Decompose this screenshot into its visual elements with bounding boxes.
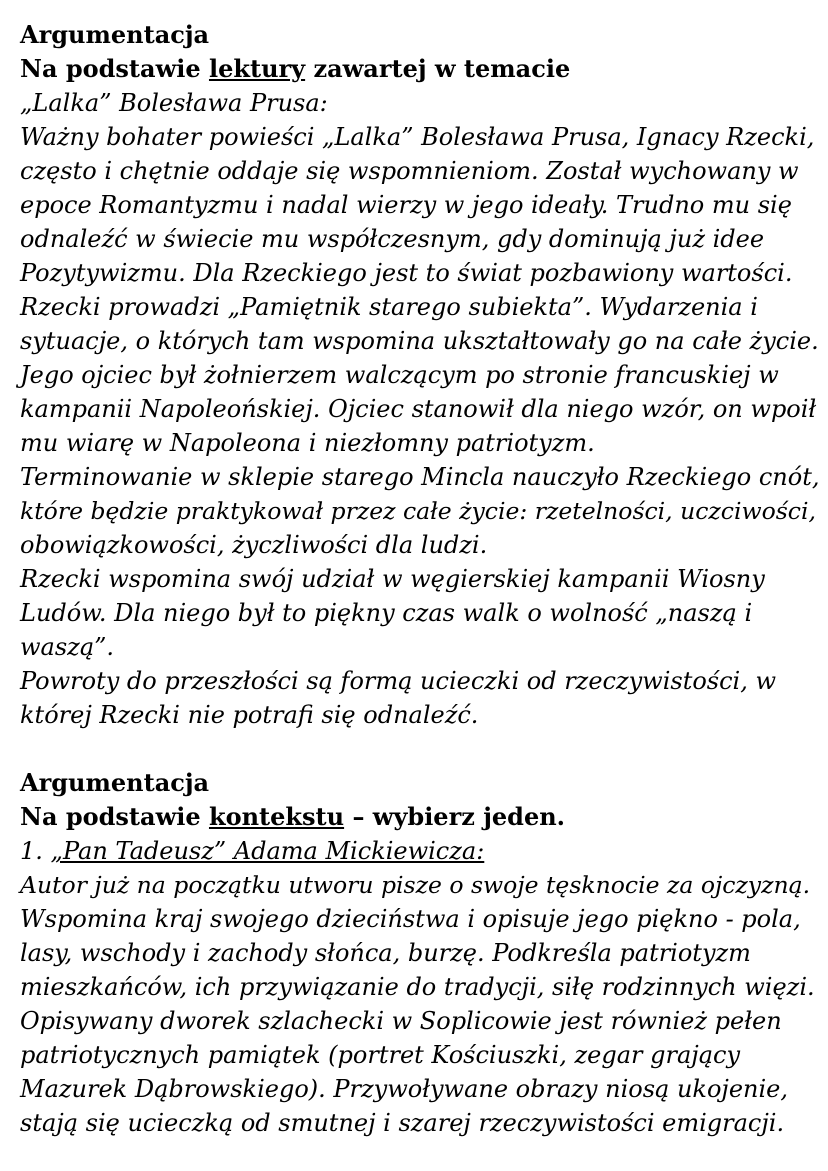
paragraph-line: które będzie praktykował przez całe życie: rzetelności, uczciwości, bbox=[20, 497, 816, 525]
section-heading: Argumentacja bbox=[20, 20, 210, 49]
paragraph-line: stają się ucieczką od smutnej i szarej rzeczywistości emigracji. bbox=[20, 1109, 785, 1137]
paragraph-line: Terminowanie w sklepie starego Mincla nauczyło Rzeckiego cnót, bbox=[20, 463, 820, 491]
subheading-suffix: – wybierz jeden. bbox=[344, 802, 566, 831]
paragraph-line: epoce Romantyzmu i nadal wierzy w jego ideały. Trudno mu się bbox=[20, 191, 792, 219]
item-number: 1. bbox=[20, 837, 51, 865]
subheading-keyword: lektury bbox=[208, 54, 306, 83]
paragraph-line: waszą”. bbox=[20, 633, 115, 661]
work-title bbox=[20, 834, 820, 868]
paragraph-line: Jego ojciec był żołnierzem walczącym po stronie francuskiej w bbox=[20, 361, 779, 389]
paragraph-line: kampanii Napoleońskiej. Ojciec stanowił dla niego wzór, on wpoił bbox=[20, 395, 817, 423]
section-kontekst bbox=[20, 766, 820, 1140]
paragraph-line: lasy, wschody i zachody słońca, burzę. Podkreśla patriotyzm bbox=[20, 939, 751, 967]
paragraph-line: Autor już na początku utworu pisze o swoje tęsknocie za ojczyzną. bbox=[20, 871, 811, 899]
section-subheading bbox=[20, 800, 820, 834]
subheading-prefix: Na podstawie bbox=[20, 802, 209, 831]
section-lektura bbox=[20, 18, 820, 732]
paragraph-line: której Rzecki nie potrafi się odnaleźć. bbox=[20, 701, 479, 729]
paragraph-line: sytuacje, o których tam wspomina ukształtowały go na całe życie. bbox=[20, 327, 819, 355]
paragraph-line: często i chętnie oddaje się wspomnieniom. Został wychowany w bbox=[20, 157, 799, 185]
section-spacer bbox=[20, 732, 820, 766]
subheading-keyword: kontekstu bbox=[208, 802, 345, 831]
paragraph-line: Opisywany dworek szlachecki w Soplicowie jest również pełen bbox=[20, 1007, 782, 1035]
paragraph-line: mieszkańców, ich przywiązanie do tradycji, siłę rodzinnych więzi. bbox=[20, 973, 815, 1001]
paragraph-line: Rzecki wspomina swój udział w węgierskiej kampanii Wiosny bbox=[20, 565, 765, 593]
paragraph-line: Rzecki prowadzi „Pamiętnik starego subiekta”. Wydarzenia i bbox=[20, 293, 758, 321]
work-title-text: „Pan Tadeusz” Adama Mickiewicza: bbox=[50, 837, 485, 865]
paragraph-line: Wspomina kraj swojego dzieciństwa i opisuje jego piękno - pola, bbox=[20, 905, 801, 933]
section-heading: Argumentacja bbox=[20, 768, 210, 797]
section-subheading bbox=[20, 52, 820, 86]
paragraph-line: patriotycznych pamiątek (portret Kościuszki, zegar grający bbox=[20, 1041, 740, 1069]
document-page bbox=[20, 18, 820, 1140]
paragraph-line: odnaleźć w świecie mu współczesnym, gdy dominują już idee bbox=[20, 225, 765, 253]
subheading-suffix: zawartej w temacie bbox=[305, 54, 571, 83]
paragraph-line: Powroty do przeszłości są formą ucieczki od rzeczywistości, w bbox=[20, 667, 777, 695]
paragraph-line: Mazurek Dąbrowskiego). Przywoływane obrazy niosą ukojenie, bbox=[20, 1075, 788, 1103]
paragraph-line: Ludów. Dla niego był to piękny czas walk o wolność „naszą i bbox=[20, 599, 753, 627]
paragraph-line: Pozytywizmu. Dla Rzeckiego jest to świat pozbawiony wartości. bbox=[20, 259, 793, 287]
work-title: „Lalka” Bolesława Prusa: bbox=[20, 89, 328, 117]
paragraph-line: Ważny bohater powieści „Lalka” Bolesława Prusa, Ignacy Rzecki, bbox=[20, 123, 815, 151]
paragraph-line: mu wiarę w Napoleona i niezłomny patriotyzm. bbox=[20, 429, 595, 457]
subheading-prefix: Na podstawie bbox=[20, 54, 209, 83]
paragraph-line: obowiązkowości, życzliwości dla ludzi. bbox=[20, 531, 488, 559]
